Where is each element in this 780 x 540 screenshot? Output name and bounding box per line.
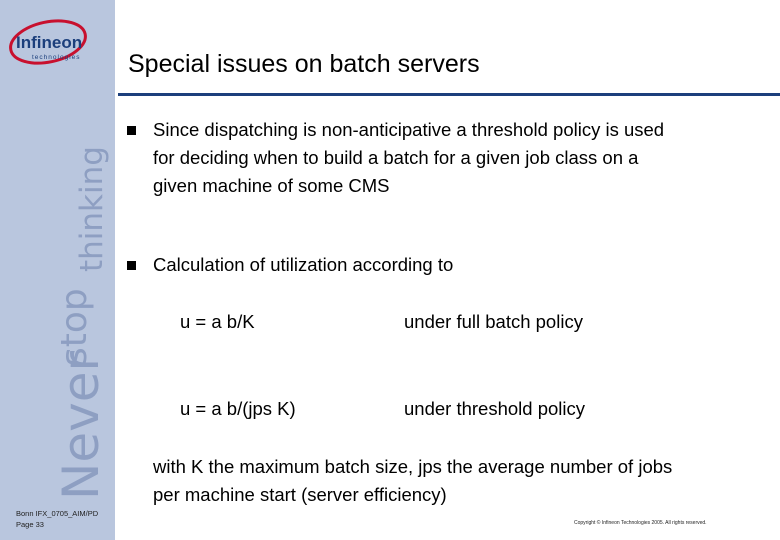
footer-line-2: Page 33 xyxy=(16,520,44,529)
footer-line-1: Bonn IFX_0705_AIM/PD xyxy=(16,509,99,518)
note-line-1: with K the maximum batch size, jps the average number of jobs xyxy=(153,456,673,477)
bullet-2-line-1: Calculation of utilization according to xyxy=(153,254,454,275)
svg-text:Infineon: Infineon xyxy=(16,33,83,52)
svg-text:technologies: technologies xyxy=(32,54,81,61)
bullet-1-line-2: for deciding when to build a batch for a given job class on a xyxy=(153,147,639,168)
bullet-1 xyxy=(153,116,733,200)
bullet-marker-2 xyxy=(127,257,139,269)
formula-2-description: under threshold policy xyxy=(404,398,585,419)
bullet-marker-1 xyxy=(127,122,139,134)
title-rule xyxy=(118,93,780,96)
tagline-never-stop-thinking xyxy=(6,70,110,500)
bullet-1-line-3: given machine of some CMS xyxy=(153,175,390,196)
slide-title: Special issues on batch servers xyxy=(128,50,480,78)
footer-left xyxy=(16,508,98,530)
bullet-1-line-1: Since dispatching is non-anticipative a threshold policy is used xyxy=(153,119,665,140)
formula-2: u = a b/(jps K) xyxy=(180,398,296,419)
note xyxy=(153,453,753,509)
bullet-2 xyxy=(153,251,733,279)
svg-text:stop: stop xyxy=(54,288,95,366)
formula-1-description: under full batch policy xyxy=(404,311,583,332)
svg-text:thinking: thinking xyxy=(74,146,110,272)
svg-text:Never: Never xyxy=(52,350,110,500)
formula-1: u = a b/K xyxy=(180,311,255,332)
note-line-2: per machine start (server efficiency) xyxy=(153,484,447,505)
copyright: Copyright © Infineon Technologies 2005. All rights reserved. xyxy=(574,520,707,526)
